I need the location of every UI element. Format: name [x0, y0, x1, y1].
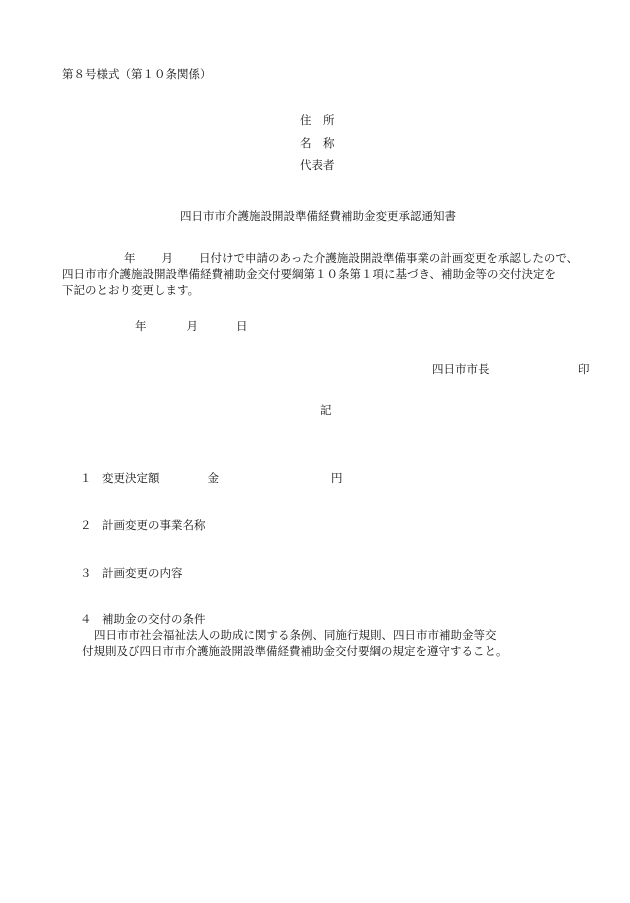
item-1 — [80, 470, 343, 486]
item-4-label: 補助金の交付の条件 — [102, 612, 206, 626]
ki-heading: 記 — [320, 403, 332, 417]
item-4 — [80, 611, 206, 627]
addressee-address-label: 住 所 — [300, 113, 335, 127]
item-2-number: ２ — [80, 518, 92, 532]
body-line-2: 四日市市介護施設開設準備経費補助金交付要綱第１０条第１項に基づき、補助金等の交付決定を — [62, 267, 557, 281]
addressee-representative-label: 代表者 — [300, 158, 335, 172]
item-3-label: 計画変更の内容 — [102, 566, 183, 580]
item-1-number: １ — [80, 471, 92, 485]
item-2-label: 計画変更の事業名称 — [102, 518, 206, 532]
item-3-number: ３ — [80, 566, 92, 580]
item-4-number: ４ — [80, 612, 92, 626]
addressee-name-label: 名 称 — [300, 136, 335, 150]
document-title: 四日市市介護施設開設準備経費補助金変更承認通知書 — [180, 209, 456, 223]
item-4-line-2: 付規則及び四日市市介護施設開設準備経費補助金交付要綱の規定を遵守すること。 — [82, 644, 508, 658]
body-line-3: 下記のとおり変更します。 — [62, 283, 200, 297]
body-paragraph — [62, 250, 596, 298]
body-line-1 — [62, 250, 596, 266]
body-year: 年 — [124, 251, 136, 265]
item-4-line-1: 四日市市社会福祉法人の助成に関する条例、同施行規則、四日市市補助金等交 — [94, 628, 497, 642]
body-month: 月 — [161, 251, 173, 265]
item-1-kin: 金 — [207, 471, 219, 485]
body-line-1-text: 日付けで申請のあった介護施設開設準備事業の計画変更を承認したので、 — [199, 251, 579, 265]
item-4-conditions — [80, 627, 600, 659]
date-line — [135, 318, 248, 334]
issuer-mayor: 四日市市長 — [432, 362, 490, 376]
item-3 — [80, 565, 183, 581]
form-number: 第８号様式（第１０条関係） — [62, 67, 212, 81]
item-1-yen: 円 — [331, 471, 343, 485]
item-1-label: 変更決定額 — [102, 471, 160, 485]
date-year: 年 — [135, 319, 147, 333]
date-month: 月 — [186, 319, 198, 333]
seal-mark: 印 — [578, 362, 590, 376]
item-2 — [80, 517, 206, 533]
date-day: 日 — [236, 319, 248, 333]
